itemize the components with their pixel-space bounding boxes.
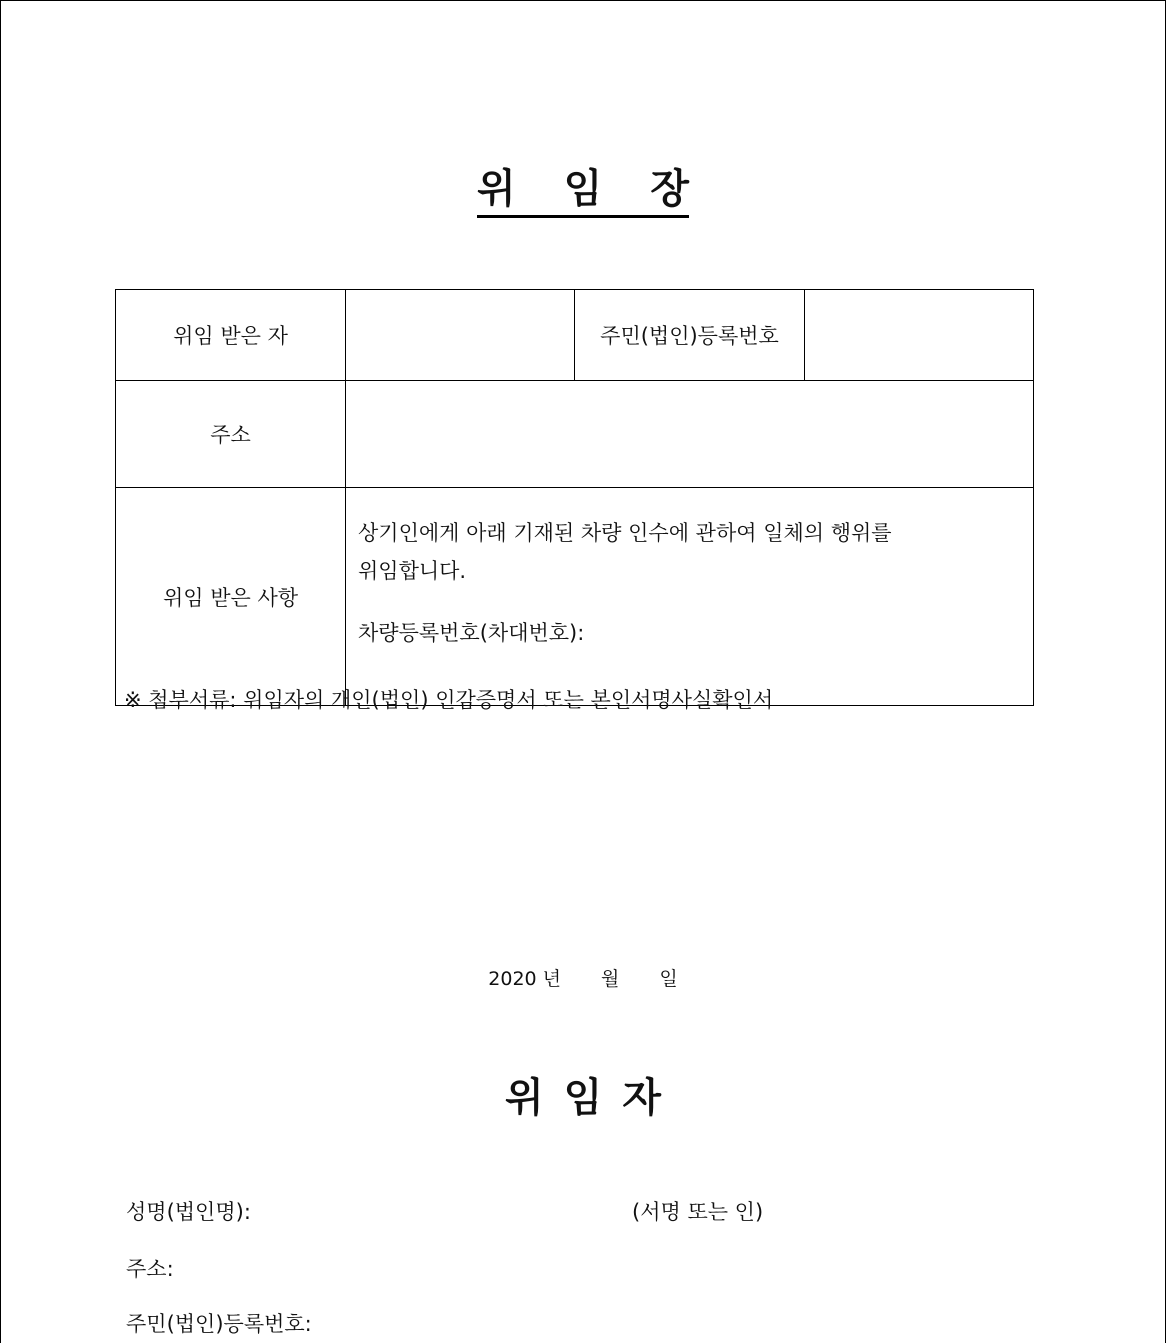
delegated-matters-label: 위임 받은 사항 [116, 488, 346, 706]
delegate-label: 위임 받은 자 [116, 290, 346, 381]
delegator-registration-label: 주민(법인)등록번호: [126, 1312, 312, 1336]
vehicle-registration-label: 차량등록번호(차대번호): [358, 621, 585, 645]
delegator-name-label: 성명(법인명): [126, 1200, 251, 1224]
date-line [0, 964, 1166, 991]
table-row [116, 381, 1034, 488]
delegated-matters-line: 위임합니다. [358, 559, 467, 583]
registration-number-label: 주민(법인)등록번호 [575, 290, 805, 381]
address-field[interactable] [346, 381, 1034, 488]
title-char: 임 [563, 1075, 603, 1121]
delegate-value-field[interactable] [346, 290, 575, 381]
delegated-matters-content[interactable] [346, 488, 1034, 706]
date-year: 2020 년 [488, 968, 562, 990]
title-char: 장 [650, 166, 689, 212]
delegation-table [115, 289, 1034, 706]
delegated-matters-line: 상기인에게 아래 기재된 차량 인수에 관하여 일체의 행위를 [358, 521, 892, 545]
delegator-address-label: 주소: [126, 1257, 174, 1281]
signature-label: (서명 또는 인) [632, 1200, 764, 1224]
date-month: 월 [601, 968, 620, 990]
title-char: 위 [477, 166, 516, 212]
attachment-note: ※ 첨부서류: 위임자의 개인(법인) 인감증명서 또는 본인서명사실확인서 [124, 688, 774, 712]
date-day: 일 [659, 968, 678, 990]
title-char: 임 [563, 166, 603, 212]
title-char: 위 [505, 1075, 544, 1121]
table-row [116, 290, 1034, 381]
registration-number-field[interactable] [805, 290, 1034, 381]
title-char: 자 [622, 1075, 661, 1121]
table-row [116, 488, 1034, 706]
document-title [0, 165, 1166, 218]
delegator-title [0, 1066, 1166, 1123]
address-label: 주소 [116, 381, 346, 488]
